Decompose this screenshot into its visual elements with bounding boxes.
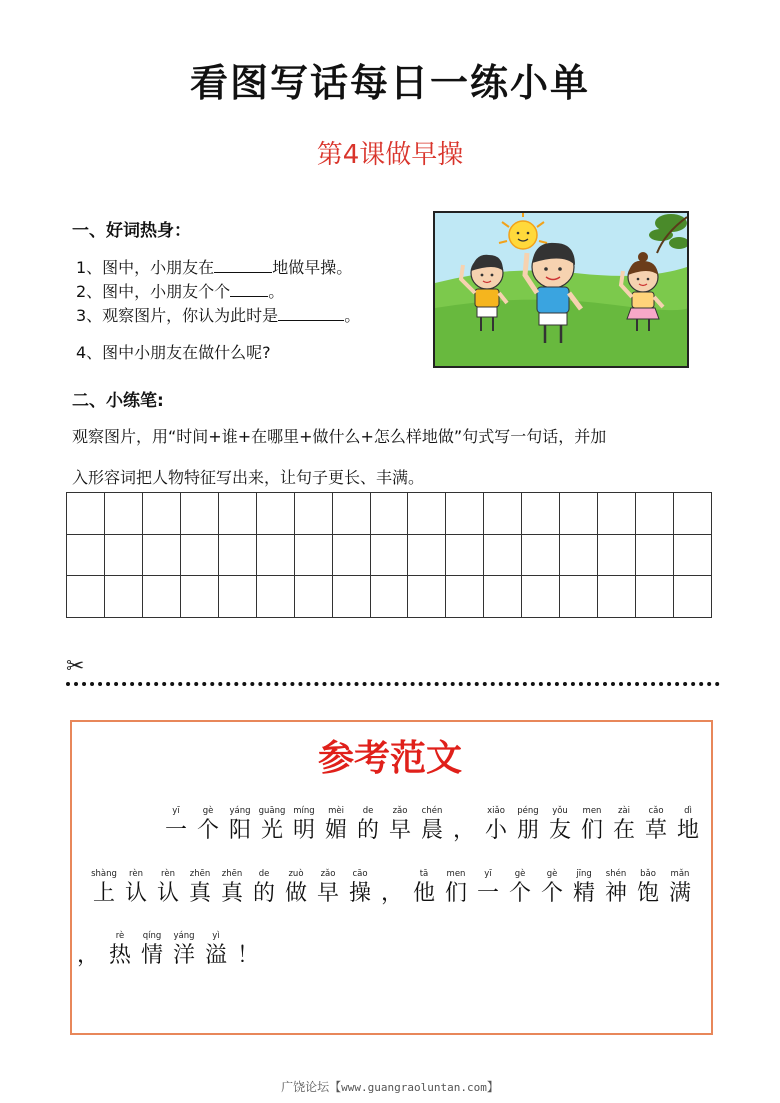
pinyin-character <box>224 805 256 844</box>
pinyin: yī <box>484 869 492 879</box>
question-1 <box>76 257 352 278</box>
pinyin-character <box>384 805 416 844</box>
hanzi: ， <box>380 881 403 906</box>
pinyin: rè <box>115 931 125 941</box>
grid-cell[interactable] <box>295 535 333 577</box>
hanzi: 精 <box>572 881 595 906</box>
grid-cell[interactable] <box>560 535 598 577</box>
page-title: 看图写话每日一练小单 <box>189 60 590 105</box>
grid-cell[interactable] <box>219 535 257 577</box>
pinyin: rèn <box>129 869 143 879</box>
pinyin: zhēn <box>189 869 211 879</box>
hanzi: 上 <box>92 881 115 906</box>
pinyin: yǒu <box>552 806 568 816</box>
pinyin: mǎn <box>670 869 690 879</box>
children-exercising-image <box>435 213 687 366</box>
pinyin-character <box>448 805 480 844</box>
hanzi: 晨 <box>420 818 443 843</box>
hanzi: ！ <box>236 943 259 968</box>
pinyin: shén <box>605 869 627 879</box>
grid-cell[interactable] <box>143 535 181 577</box>
hanzi: 明 <box>292 818 315 843</box>
hanzi: 操 <box>348 881 371 906</box>
hanzi: 们 <box>580 818 603 843</box>
pinyin: qíng <box>142 931 162 941</box>
grid-cell[interactable] <box>636 535 674 577</box>
hanzi: 友 <box>548 818 571 843</box>
grid-cell[interactable] <box>636 576 674 618</box>
pinyin: yì <box>212 931 220 941</box>
hanzi: 热 <box>108 943 131 968</box>
reference-row-2 <box>88 868 696 907</box>
hanzi: 神 <box>604 881 627 906</box>
pinyin: gè <box>514 869 526 879</box>
grid-cell[interactable] <box>674 493 712 535</box>
hanzi: 认 <box>156 881 179 906</box>
pinyin-character <box>416 805 448 844</box>
pinyin: zǎo <box>392 806 408 816</box>
pinyin: yáng <box>229 806 251 816</box>
footer-close: 】 <box>486 1080 499 1094</box>
pinyin-character <box>216 868 248 907</box>
pinyin: gè <box>546 869 558 879</box>
pinyin: cǎo <box>648 806 664 816</box>
hanzi: 认 <box>124 881 147 906</box>
pinyin: yáng <box>173 931 195 941</box>
pinyin-character <box>512 805 544 844</box>
answer-blank-3[interactable] <box>278 305 344 321</box>
pinyin: míng <box>293 806 315 816</box>
hanzi: 真 <box>188 881 211 906</box>
grid-cell[interactable] <box>522 493 560 535</box>
footer <box>0 1078 780 1095</box>
grid-cell[interactable] <box>371 493 409 535</box>
hanzi: 他 <box>412 881 435 906</box>
grid-cell[interactable] <box>181 576 219 618</box>
question-1-text: 1、图中，小朋友在 <box>76 258 215 277</box>
grid-cell[interactable] <box>333 535 371 577</box>
grid-cell[interactable] <box>408 576 446 618</box>
pinyin: zhēn <box>221 869 243 879</box>
pinyin-character <box>120 868 152 907</box>
question-3-suffix: 。 <box>344 306 361 325</box>
section1-heading: 一、好词热身： <box>72 221 191 241</box>
pinyin: tā <box>419 869 429 879</box>
grid-cell[interactable] <box>181 535 219 577</box>
grid-cell[interactable] <box>560 493 598 535</box>
pinyin-character <box>200 930 232 969</box>
pinyin: men <box>446 869 466 879</box>
grid-cell[interactable] <box>105 535 143 577</box>
grid-cell[interactable] <box>219 576 257 618</box>
pinyin: dì <box>684 806 692 816</box>
hanzi: 小 <box>484 818 507 843</box>
reference-row-1 <box>160 805 704 844</box>
pinyin-character <box>568 868 600 907</box>
pinyin-character <box>576 805 608 844</box>
hanzi: 草 <box>644 818 667 843</box>
pinyin-character <box>248 868 280 907</box>
hanzi: 在 <box>612 818 635 843</box>
hanzi: 情 <box>140 943 163 968</box>
hanzi: 溢 <box>204 943 227 968</box>
grid-cell[interactable] <box>598 535 636 577</box>
answer-blank-2[interactable] <box>230 281 268 297</box>
grid-cell[interactable] <box>67 493 105 535</box>
question-3-text: 3、观察图片，你认为此时是 <box>76 306 279 325</box>
grid-cell[interactable] <box>598 493 636 535</box>
pinyin: guāng <box>258 806 286 816</box>
grid-cell[interactable] <box>257 576 295 618</box>
grid-cell[interactable] <box>371 535 409 577</box>
hanzi: 满 <box>668 881 691 906</box>
hanzi: 光 <box>260 818 283 843</box>
pinyin-character <box>168 930 200 969</box>
grid-cell[interactable] <box>333 493 371 535</box>
pinyin: men <box>582 806 602 816</box>
pinyin-character <box>536 868 568 907</box>
pinyin-character <box>608 805 640 844</box>
hanzi: ， <box>76 943 99 968</box>
scissors-icon: ✂ <box>66 654 85 679</box>
hanzi: 个 <box>508 881 531 906</box>
pinyin-character <box>544 805 576 844</box>
hanzi: 一 <box>476 881 499 906</box>
hanzi: ， <box>452 818 475 843</box>
pinyin: zǎo <box>320 869 336 879</box>
pinyin: shàng <box>91 869 117 879</box>
pinyin: gè <box>202 806 214 816</box>
pinyin-character <box>104 930 136 969</box>
grid-cell[interactable] <box>143 493 181 535</box>
pinyin: mèi <box>328 806 344 816</box>
grid-cell[interactable] <box>371 576 409 618</box>
grid-cell[interactable] <box>105 493 143 535</box>
pinyin: bǎo <box>640 869 656 879</box>
grid-cell[interactable] <box>446 493 484 535</box>
hanzi: 真 <box>220 881 243 906</box>
pinyin-character <box>88 868 120 907</box>
pinyin-character <box>472 868 504 907</box>
pinyin: zuò <box>288 869 304 879</box>
grid-cell[interactable] <box>484 576 522 618</box>
cut-line <box>66 682 720 686</box>
grid-cell[interactable] <box>560 576 598 618</box>
grid-cell[interactable] <box>105 576 143 618</box>
hanzi: 朋 <box>516 818 539 843</box>
pinyin-character <box>600 868 632 907</box>
grid-cell[interactable] <box>333 576 371 618</box>
grid-cell[interactable] <box>257 493 295 535</box>
footer-url[interactable]: www.guangraoluntan.com <box>341 1081 487 1094</box>
pinyin: zài <box>617 806 631 816</box>
pinyin: cāo <box>352 869 368 879</box>
hanzi: 一 <box>164 818 187 843</box>
grid-cell[interactable] <box>295 576 333 618</box>
pinyin-character <box>280 868 312 907</box>
answer-blank-1[interactable] <box>214 257 272 273</box>
hanzi: 早 <box>388 818 411 843</box>
grid-cell[interactable] <box>446 535 484 577</box>
hanzi: 饱 <box>636 881 659 906</box>
pinyin-character <box>344 868 376 907</box>
grid-cell[interactable] <box>674 576 712 618</box>
pinyin-character <box>160 805 192 844</box>
grid-cell[interactable] <box>67 535 105 577</box>
hanzi: 阳 <box>228 818 251 843</box>
question-2 <box>76 281 284 302</box>
hanzi: 做 <box>284 881 307 906</box>
pinyin-character <box>312 868 344 907</box>
pinyin-character <box>152 868 184 907</box>
grid-cell[interactable] <box>636 493 674 535</box>
question-3 <box>76 305 360 326</box>
pinyin-character <box>320 805 352 844</box>
reference-title: 参考范文 <box>317 737 462 779</box>
pinyin-character <box>192 805 224 844</box>
question-2-text: 2、图中，小朋友个个 <box>76 282 231 301</box>
grid-cell[interactable] <box>295 493 333 535</box>
grid-cell[interactable] <box>219 493 257 535</box>
footer-site: 广饶论坛【 <box>281 1080 342 1094</box>
pinyin: de <box>362 806 374 816</box>
hanzi: 的 <box>252 881 275 906</box>
pinyin: chén <box>421 806 443 816</box>
section2-heading: 二、小练笔: <box>72 391 164 411</box>
question-4: 4、图中小朋友在做什么呢? <box>76 343 271 362</box>
grid-cell[interactable] <box>446 576 484 618</box>
pinyin-character <box>352 805 384 844</box>
grid-cell[interactable] <box>408 493 446 535</box>
grid-cell[interactable] <box>484 535 522 577</box>
hanzi: 个 <box>540 881 563 906</box>
grid-cell[interactable] <box>257 535 295 577</box>
writing-instruction-line-1: 观察图片，用“时间+谁+在哪里+做什么+怎么样地做”句式写一句话，并加 <box>72 427 607 446</box>
pinyin-character <box>136 930 168 969</box>
grid-cell[interactable] <box>522 535 560 577</box>
grid-cell[interactable] <box>598 576 636 618</box>
pinyin: jīng <box>576 869 592 879</box>
pinyin-character <box>256 805 288 844</box>
pinyin-character <box>72 930 104 969</box>
pinyin-character <box>672 805 704 844</box>
pinyin: de <box>258 869 270 879</box>
pinyin-character <box>440 868 472 907</box>
hanzi: 媚 <box>324 818 347 843</box>
grid-cell[interactable] <box>67 576 105 618</box>
pinyin-character <box>480 805 512 844</box>
grid-cell[interactable] <box>522 576 560 618</box>
exercise-illustration <box>433 211 689 368</box>
pinyin-character <box>288 805 320 844</box>
pinyin: xiǎo <box>487 806 505 816</box>
grid-cell[interactable] <box>674 535 712 577</box>
pinyin-character <box>184 868 216 907</box>
reference-row-3 <box>72 930 264 969</box>
pinyin-character <box>664 868 696 907</box>
pinyin-character <box>232 930 264 969</box>
hanzi: 们 <box>444 881 467 906</box>
pinyin: rèn <box>161 869 175 879</box>
grid-cell[interactable] <box>484 493 522 535</box>
pinyin-character <box>504 868 536 907</box>
pinyin-character <box>632 868 664 907</box>
pinyin: yī <box>172 806 180 816</box>
writing-instruction-line-2: 入形容词把人物特征写出来，让句子更长、丰满。 <box>72 468 425 487</box>
pinyin-character <box>408 868 440 907</box>
pinyin-character <box>640 805 672 844</box>
question-1-suffix: 地做早操。 <box>272 258 353 277</box>
hanzi: 的 <box>356 818 379 843</box>
hanzi: 洋 <box>172 943 195 968</box>
hanzi: 早 <box>316 881 339 906</box>
grid-cell[interactable] <box>408 535 446 577</box>
writing-grid[interactable] <box>66 492 712 618</box>
grid-cell[interactable] <box>181 493 219 535</box>
pinyin-character <box>376 868 408 907</box>
grid-cell[interactable] <box>143 576 181 618</box>
question-2-suffix: 。 <box>268 282 285 301</box>
pinyin: péng <box>517 806 539 816</box>
hanzi: 个 <box>196 818 219 843</box>
hanzi: 地 <box>676 818 699 843</box>
lesson-title: 第4课做早操 <box>316 140 464 170</box>
